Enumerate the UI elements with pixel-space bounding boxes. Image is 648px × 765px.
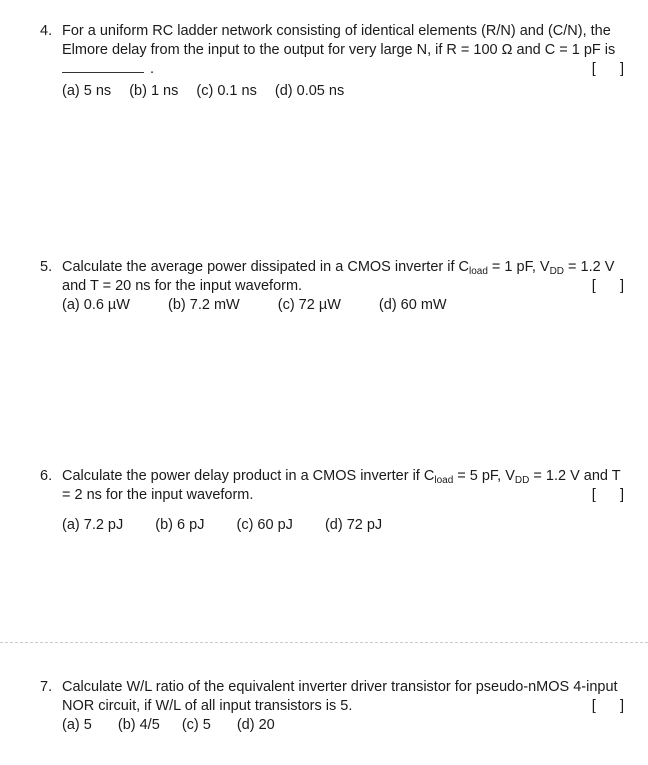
option-a[interactable]: (a) 5 <box>62 717 92 733</box>
option-b[interactable]: (b) 4/5 <box>117 717 160 733</box>
answer-bracket[interactable]: [ ] <box>591 698 624 714</box>
question-5 <box>0 258 648 318</box>
option-b[interactable]: (b) 1 ns <box>129 83 179 99</box>
question-6 <box>0 467 648 537</box>
option-a[interactable]: (a) 7.2 pJ <box>62 517 124 533</box>
option-a[interactable]: (a) 0.6 µW <box>62 297 130 313</box>
question-4 <box>0 22 648 102</box>
options-row <box>62 296 481 315</box>
question-text-line-1: Calculate the power delay product in a CMOS inverter if $C_{load} = 5$ pF, $V_{DD} = 1.2$ V and T <box>62 468 621 486</box>
question-text-line-2: Elmore delay from the input to the output for very large N, if R = 100 Ω and C = 1 pF is <box>62 42 616 58</box>
question-text-line-1: For a uniform RC ladder network consisting of identical elements (R/N) and (C/N), the <box>62 23 611 39</box>
option-d[interactable]: (d) 60 mW <box>378 297 447 313</box>
question-text-line-3: . <box>62 60 154 79</box>
option-c[interactable]: (c) 60 pJ <box>236 517 293 533</box>
question-text-line-2: = 2 ns for the input waveform. <box>62 487 254 503</box>
option-b[interactable]: (b) 7.2 mW <box>168 297 240 313</box>
option-b[interactable]: (b) 6 pJ <box>155 517 205 533</box>
options-row <box>62 716 289 735</box>
option-c[interactable]: (c) 0.1 ns <box>196 83 257 99</box>
question-number: 6. <box>40 468 53 484</box>
question-number: 4. <box>40 23 53 39</box>
options-row <box>62 82 358 101</box>
option-d[interactable]: (d) 0.05 ns <box>274 83 345 99</box>
question-text-line-1: Calculate the average power dissipated in a CMOS inverter if $C_{load} = 1$ pF, $V_{DD} = 1.2$ V <box>62 259 615 277</box>
question-number: 5. <box>40 259 53 275</box>
answer-bracket[interactable]: [ ] <box>591 487 624 503</box>
question-text-line-1: Calculate W/L ratio of the equivalent inverter driver transistor for pseudo-nMOS 4-input <box>62 679 618 695</box>
answer-bracket[interactable]: [ ] <box>591 61 624 77</box>
question-text-line-2: and T = 20 ns for the input waveform. <box>62 278 303 294</box>
answer-blank[interactable] <box>62 71 144 73</box>
option-d[interactable]: (d) 20 <box>236 717 275 733</box>
option-d[interactable]: (d) 72 pJ <box>324 517 383 533</box>
options-row <box>62 516 410 535</box>
question-7 <box>0 678 648 738</box>
option-c[interactable]: (c) 72 µW <box>277 297 341 313</box>
option-c[interactable]: (c) 5 <box>181 717 211 733</box>
question-number: 7. <box>40 679 53 695</box>
page-divider <box>0 642 648 643</box>
option-a[interactable]: (a) 5 ns <box>62 83 112 99</box>
answer-bracket[interactable]: [ ] <box>591 278 624 294</box>
question-text-line-2: NOR circuit, if W/L of all input transistors is 5. <box>62 698 353 714</box>
